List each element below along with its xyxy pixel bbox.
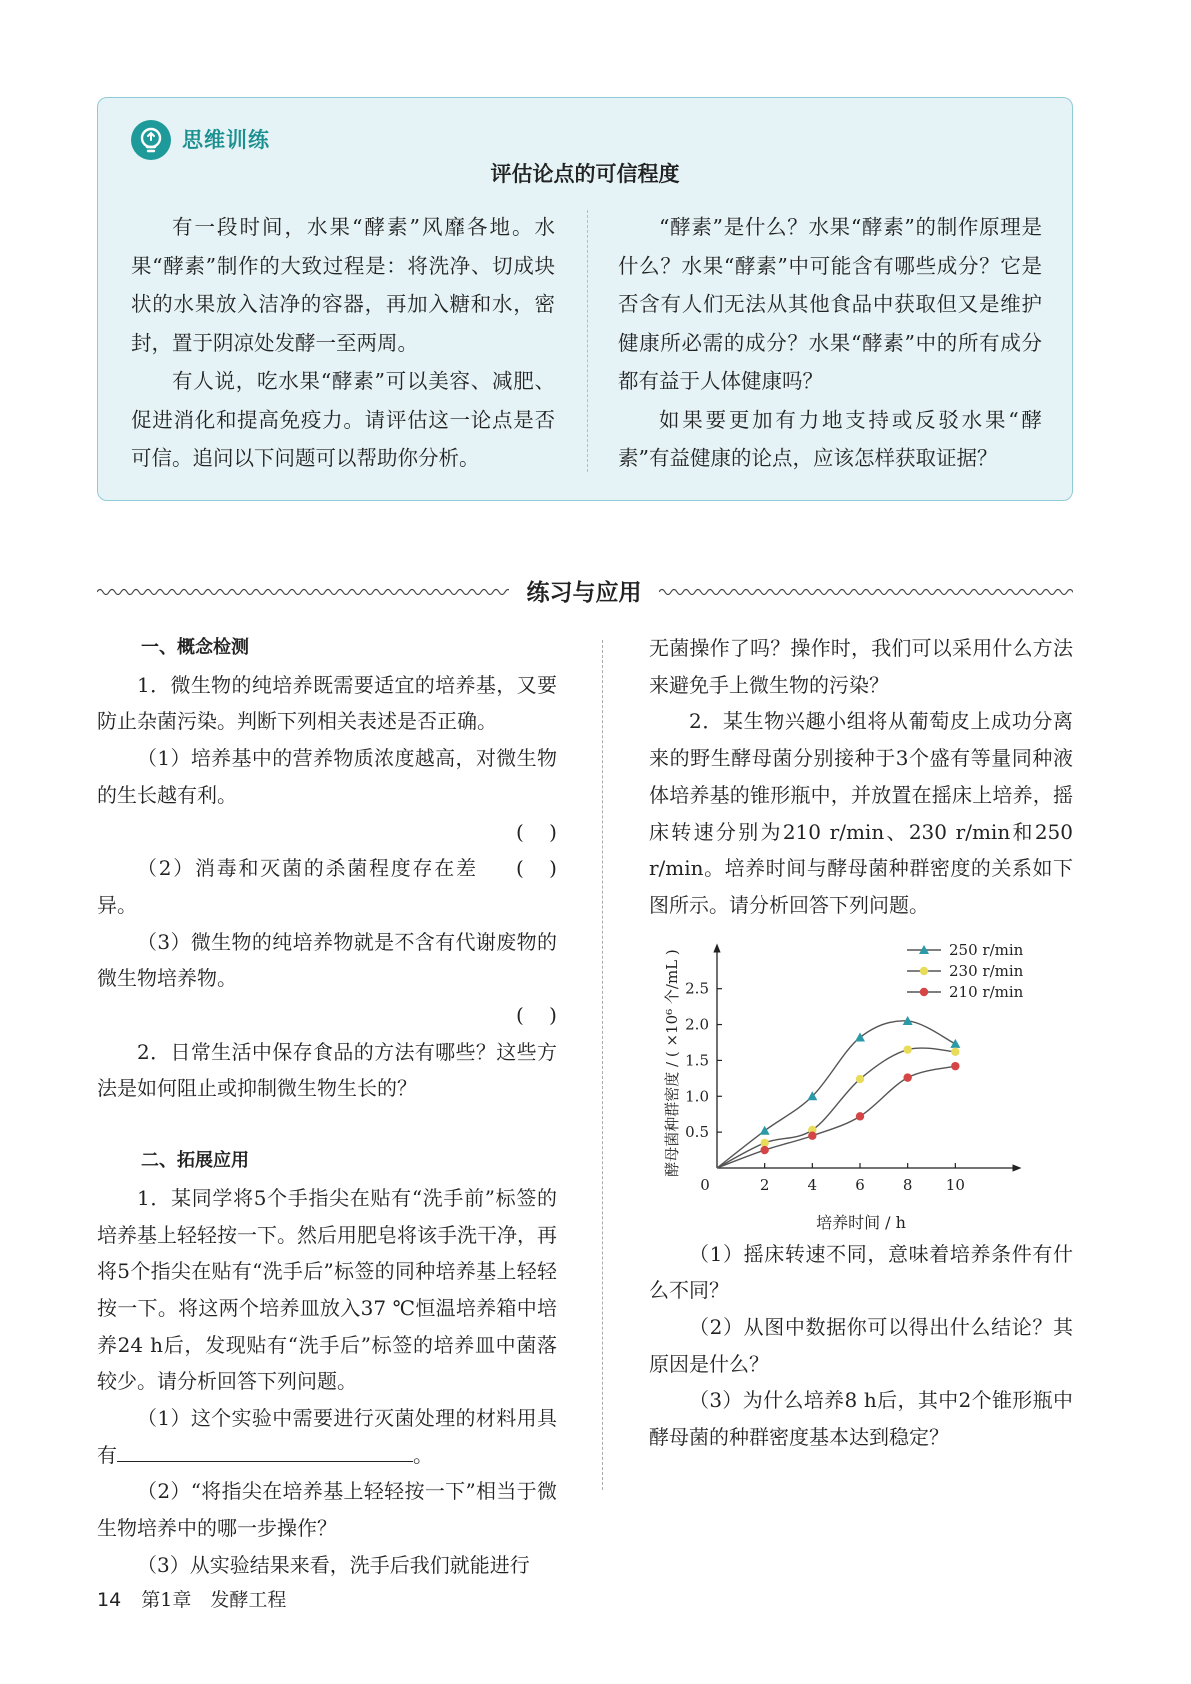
legend-label: 250 r/min bbox=[949, 941, 1024, 959]
fill-blank[interactable] bbox=[117, 1438, 413, 1462]
data-point bbox=[856, 1112, 864, 1120]
question-item: （2）消毒和灭菌的杀菌程度存在差异。 bbox=[97, 856, 476, 917]
legend-marker bbox=[920, 988, 928, 996]
y-tick-label: 1.5 bbox=[685, 1051, 709, 1070]
answer-paren[interactable]: ( ) bbox=[515, 1003, 557, 1028]
data-point bbox=[855, 1032, 865, 1041]
thinking-right-column bbox=[618, 208, 1042, 478]
question-item: （1）培养基中的营养物质浓度越高，对微生物的生长越有利。 bbox=[97, 746, 557, 807]
paragraph: 如果要更加有力地支持或反驳水果“酵素”有益健康的论点，应该怎样获取证据？ bbox=[618, 407, 1042, 470]
series-line bbox=[717, 1066, 955, 1168]
column-divider bbox=[602, 640, 603, 1490]
question-item: （3）从实验结果来看，洗手后我们就能进行 bbox=[137, 1552, 530, 1577]
question: 1．某同学将5个手指尖在贴有“洗手前”标签的培养基上轻轻按一下。然后用肥皂将该手洗干净，再将5个指尖在贴有“洗手后”标签的同种培养基上轻轻按一下。将这两个培养皿放入37 ℃恒温培养箱中培养24 h后，发现贴有“洗手后”标签的培养皿中菌落较少。请分析回答下列问题。 bbox=[97, 1185, 557, 1394]
question: 1．微生物的纯培养既需要适宜的培养基，又要防止杂菌污染。判断下列相关表述是否正确。 bbox=[97, 672, 557, 734]
data-point bbox=[760, 1139, 768, 1147]
legend-label: 210 r/min bbox=[949, 983, 1024, 1001]
thinking-training-box bbox=[97, 97, 1073, 501]
y-axis-label: 酵母菌种群密度 / ( ×10⁶ 个/mL ) bbox=[663, 949, 681, 1177]
question-item: （2）从图中数据你可以得出什么结论？其原因是什么？ bbox=[649, 1315, 1073, 1376]
question-item: （3）为什么培养8 h后，其中2个锥形瓶中酵母菌的种群密度基本达到稳定？ bbox=[649, 1388, 1073, 1450]
question: 2．日常生活中保存食品的方法有哪些？这些方法是如何阻止或抑制微生物生长的？ bbox=[97, 1039, 557, 1101]
y-tick-label: 0.5 bbox=[685, 1123, 709, 1142]
answer-line bbox=[97, 997, 557, 1034]
x-tick-label: 8 bbox=[902, 1176, 913, 1194]
data-point bbox=[760, 1146, 768, 1154]
paragraph: “酵素”是什么？水果“酵素”的制作原理是什么？水果“酵素”中可能含有哪些成分？它是否含有人们无法从其他食品中获取但又是维护健康所必需的成分？水果“酵素”中的所有成分都有益于人体健康吗？ bbox=[618, 215, 1042, 393]
section-title: 练习与应用 bbox=[526, 580, 642, 606]
chapter-label: 第1章 发酵工程 bbox=[141, 1589, 287, 1611]
data-point bbox=[903, 1045, 911, 1053]
question-item-row bbox=[97, 850, 557, 923]
exercise-left-column bbox=[97, 630, 557, 1584]
answer-paren[interactable]: ( ) bbox=[515, 856, 557, 881]
question-item: （1）摇床转速不同，意味着培养条件有什么不同？ bbox=[649, 1241, 1073, 1303]
thinking-title: 评估论点的可信程度 bbox=[490, 162, 680, 186]
y-tick-label: 2.0 bbox=[685, 1015, 709, 1034]
answer-paren[interactable]: ( ) bbox=[515, 819, 557, 844]
paragraph: 有人说，吃水果“酵素”可以美容、减肥、促进消化和提高免疫力。请评估这一论点是否可信。追问以下问题可以帮助你分析。 bbox=[131, 369, 555, 470]
question-item-continued: 无菌操作了吗？操作时，我们可以采用什么方法来避免手上微生物的污染？ bbox=[649, 636, 1073, 697]
subsection-heading: 一、概念检测 bbox=[141, 637, 249, 658]
x-tick-label: 10 bbox=[945, 1176, 965, 1194]
answer-line bbox=[97, 814, 557, 851]
section-header bbox=[97, 572, 1073, 612]
question: 2．某生物兴趣小组将从葡萄皮上成功分离来的野生酵母菌分别接种于3个盛有等量同种液体培养基的锥形瓶中，并放置在摇床上培养，摇床转速分别为210 r/min、230 r/min和250 r/min。培养时间与酵母菌种群密度的关系如下图所示。请分析回答下列问题。 bbox=[649, 709, 1073, 917]
x-tick-label: 0 bbox=[700, 1176, 710, 1194]
y-tick-label: 2.5 bbox=[685, 979, 709, 998]
data-point bbox=[856, 1075, 864, 1083]
question-item: （3）微生物的纯培养物就是不含有代谢废物的微生物培养物。 bbox=[97, 929, 557, 991]
y-tick-label: 1.0 bbox=[685, 1087, 709, 1106]
data-point bbox=[903, 1073, 911, 1081]
x-axis-label: 培养时间 / h bbox=[816, 1213, 906, 1232]
thinking-label: 思维训练 bbox=[182, 128, 270, 152]
legend-label: 230 r/min bbox=[949, 962, 1024, 980]
lightbulb-icon bbox=[131, 120, 171, 160]
wavy-rule bbox=[97, 586, 509, 598]
data-point bbox=[950, 1039, 960, 1048]
paragraph: 有一段时间，水果“酵素”风靡各地。水果“酵素”制作的大致过程是：将洗净、切成块状的水果放入洁净的容器，再加入糖和水，密封，置于阴凉处发酵一至两周。 bbox=[131, 215, 555, 355]
data-point bbox=[760, 1126, 770, 1135]
x-tick-label: 2 bbox=[759, 1176, 770, 1194]
page-footer bbox=[97, 1585, 286, 1612]
series-line bbox=[717, 1021, 955, 1168]
yeast-density-chart bbox=[655, 938, 1075, 1238]
question-item: （2）“将指尖在培养基上轻轻按一下”相当于微生物培养中的哪一步操作？ bbox=[97, 1479, 557, 1541]
x-tick-label: 4 bbox=[807, 1176, 818, 1194]
legend-marker bbox=[920, 967, 928, 975]
wavy-rule bbox=[659, 586, 1073, 598]
data-point bbox=[808, 1132, 816, 1140]
x-tick-label: 6 bbox=[855, 1176, 865, 1194]
column-divider bbox=[587, 210, 588, 472]
page-number: 14 bbox=[97, 1589, 122, 1611]
question-item: （1）这个实验中需要进行灭菌处理的材料用具有 。 bbox=[97, 1406, 557, 1467]
data-point bbox=[951, 1062, 959, 1070]
thinking-left-column bbox=[131, 208, 555, 478]
subsection-heading: 二、拓展应用 bbox=[141, 1150, 249, 1172]
data-point bbox=[951, 1048, 959, 1056]
